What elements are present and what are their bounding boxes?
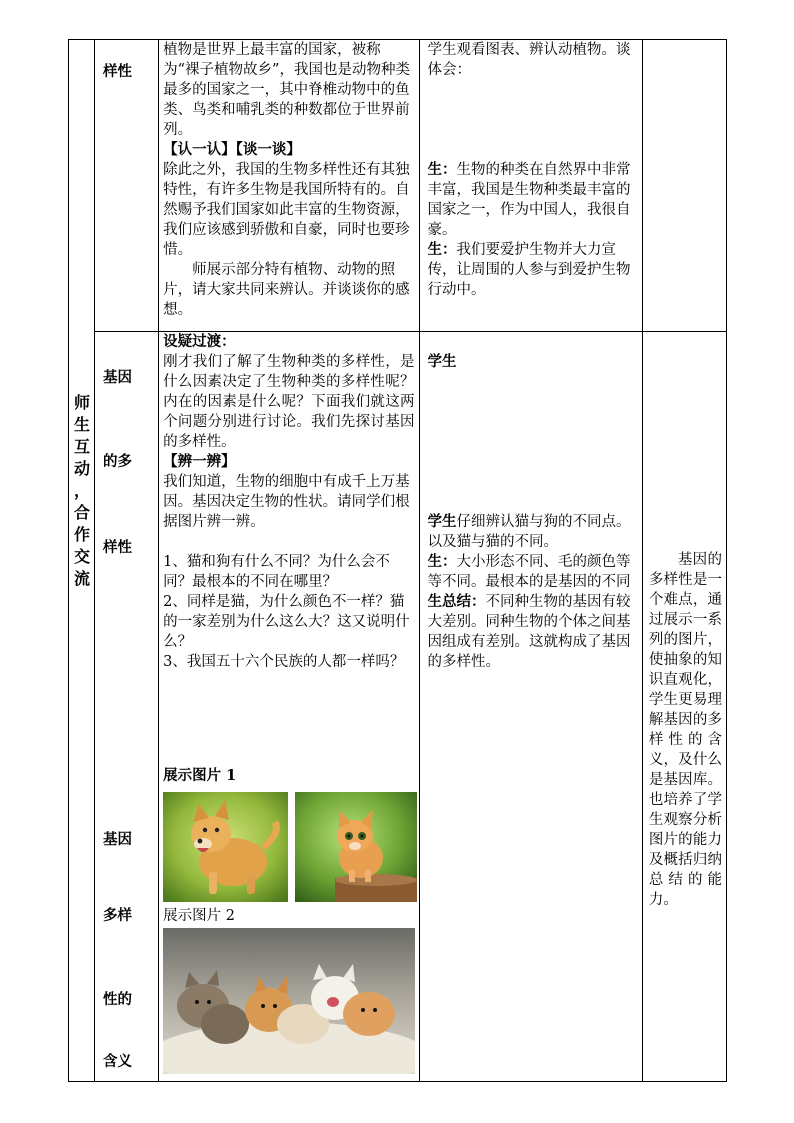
student-text: 我们要爱护生物并大力宣传，让周围的人参与到爱护生物行动中。	[427, 242, 631, 298]
stage-label-cell	[69, 40, 95, 1082]
topic-label: 基因 的多 样性	[103, 369, 133, 556]
student-text: 大小形态不同、毛的颜色等等不同。最根本的是基因的不同	[427, 554, 631, 590]
table-row	[69, 332, 727, 1082]
activity-heading: 【认一认】【谈一谈】	[163, 141, 301, 158]
question-item: 2、同样是猫，为什么颜色不一样？猫的一家差别为什么这么大？这又说明什么？	[163, 594, 410, 650]
student-text: 仔细辨认猫与狗的不同点。以及猫与猫的不同。	[427, 514, 631, 550]
teacher-text: 刚才我们了解了生物种类的多样性，是什么因素决定了生物种类的多样性呢？内在的因素是什么呢？下面我们就这两个问题分别进行讨论。我们先探讨基因的多样性。	[163, 354, 415, 450]
stage-label: 师 生 互 动 ， 合 作 交 流	[73, 393, 90, 588]
topic-cell	[95, 40, 159, 332]
student-text: 生物的种类在自然界中非常丰富，我国是生物种类最丰富的国家之一，作为中国人，我很自豪。	[427, 162, 631, 238]
student-text: 不同种生物的基因有较大差别。同种生物的个体之间基因组成有差别。这就构成了基因的多样性。	[427, 594, 631, 670]
student-label: 生总结：	[427, 593, 486, 610]
question-item: 3、我国五十六个民族的人都一样吗？	[163, 654, 405, 670]
design-intent-cell	[642, 332, 726, 1082]
image-caption: 展示图片 2	[163, 908, 235, 924]
teacher-activity-cell	[159, 40, 419, 332]
table-row	[69, 40, 727, 332]
topic-label: 样性	[103, 63, 133, 80]
topic-cell	[95, 332, 159, 1082]
student-label: 生：	[427, 161, 457, 178]
design-intent-cell	[642, 40, 726, 332]
design-intent-text: 基因的多样性是一个难点，通过展示一系列的图片，使抽象的知识直观化，学生更易理解基因的多样性的含义，及什么是基因库。也培养了学生观察分析图片的能力及概括归纳总结的能力。	[648, 552, 722, 908]
student-label: 学生	[427, 513, 457, 530]
student-label: 生：	[427, 241, 457, 258]
student-text: 学生观看图表、辨认动植物。谈体会：	[427, 42, 631, 78]
puppy-photo	[163, 792, 288, 902]
topic-label: 基因 多样 性的 含义	[103, 831, 133, 1070]
student-activity-cell	[419, 40, 642, 332]
lesson-plan-table	[68, 39, 727, 1082]
teacher-text: 植物是世界上最丰富的国家，被称为“裸子植物故乡”，我国也是动物种类最多的国家之一，其中脊椎动物中的鱼类、鸟类和哺乳类的种数都位于世界前列。	[163, 42, 410, 138]
activity-heading: 【辨一辨】	[163, 453, 236, 470]
kittens-litter-photo	[163, 928, 415, 1074]
teacher-text: 师展示部分特有植物、动物的照片，请大家共同来辨认。并谈谈你的感想。	[163, 262, 410, 318]
teacher-text: 我们知道，生物的细胞中有成千上万基因。基因决定生物的性状。请同学们根据图片辨一辨。	[163, 474, 410, 530]
section-heading: 设疑过渡：	[163, 333, 236, 350]
question-item: 1、猫和狗有什么不同？为什么会不同？最根本的不同在哪里？	[163, 554, 390, 590]
student-activity-cell	[419, 332, 642, 1082]
student-label: 学生	[427, 353, 457, 370]
student-label: 生：	[427, 553, 457, 570]
teacher-activity-cell	[159, 332, 419, 1082]
image-caption: 展示图片 1	[163, 767, 237, 784]
kitten-photo	[295, 792, 417, 902]
teacher-text: 除此之外，我国的生物多样性还有其独特性，有许多生物是我国所特有的。自然赐予我们国家如此丰富的生物资源，我们应该感到骄傲和自豪，同时也要珍惜。	[163, 162, 410, 258]
